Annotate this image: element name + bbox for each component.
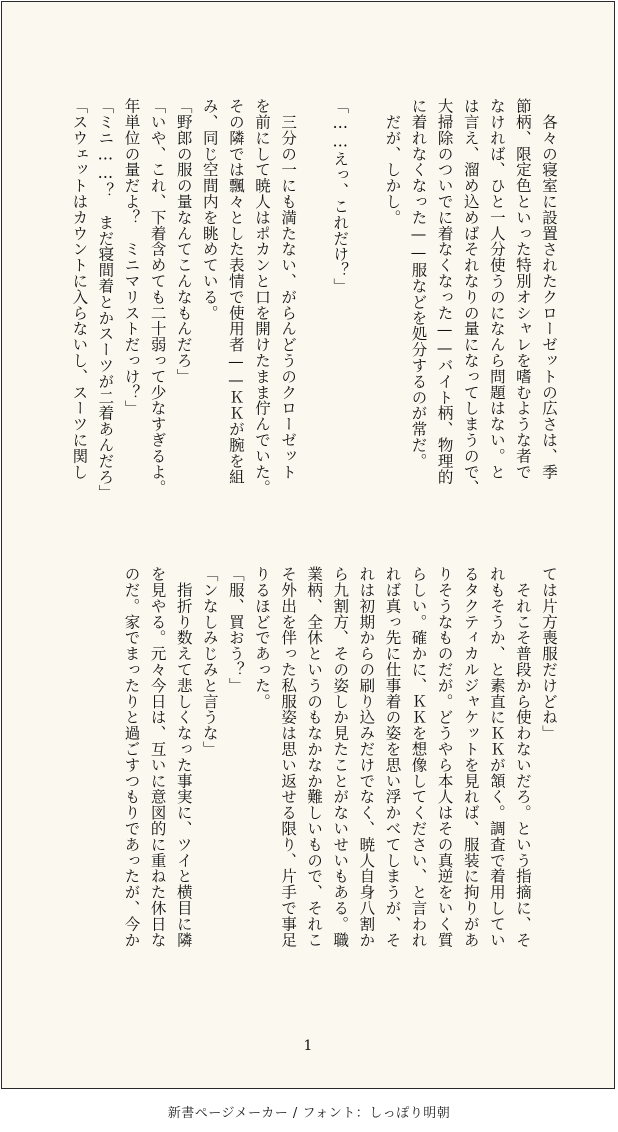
text-line: を見やる。元々今日は、互いに意図的に重ねた休日な (148, 566, 167, 948)
text-line: 業柄、全休というのもなかなか難しいもので、それこ (305, 566, 324, 948)
text-line: なければ、ひと一人分使うのになんら問題はない。と (487, 98, 506, 480)
text-line: 年単位の量だよ？ ミニマリストだっけ？」 (122, 98, 141, 416)
text-line: 「野郎の服の量なんてこんなもんだろ」 (174, 98, 193, 385)
text-column-bottom (52, 566, 562, 1004)
text-line: りるほどであった。 (252, 566, 271, 710)
text-line (353, 98, 379, 536)
text-column-top (52, 98, 562, 536)
text-line: 節柄、限定色といった特別オシャレを嗜むような者で (513, 98, 532, 480)
text-line: そ外出を伴った私服姿は思い返せる限り、片手で事足 (279, 566, 298, 948)
text-line: その隣では飄々とした表情で使用者——ＫＫが腕を組 (226, 98, 245, 485)
text-line: み、同じ空間内を眺めている。 (200, 98, 219, 321)
text-line: るタクティカルジャケットを見れば、服装に拘りがあ (461, 566, 480, 948)
text-line: 「……えっ、これだけ？」 (331, 98, 350, 294)
book-page (1, 1, 615, 1089)
text-line: ら九割方、その姿しか見たことがないせいもある。職 (331, 566, 350, 948)
page-number: 1 (303, 1038, 313, 1054)
text-line (301, 98, 327, 536)
text-line: 「ンなしみじみと言うな」 (200, 566, 219, 757)
text-line: だが、しかし。 (383, 98, 402, 226)
text-line: 指折り数えて悲しくなった事実に、ツイと横目に隣 (174, 566, 193, 948)
footer-credit: 新書ページメーカー / フォント：しっぽり明朝 (167, 1106, 451, 1121)
text-line: れもそうか、と素直にＫＫが頷く。調査で着用してい (487, 566, 506, 948)
text-line: ては片方喪服だけどね」 (540, 566, 558, 741)
text-line: に着れなくなった——服などを処分するのが常だ。 (409, 98, 428, 469)
text-line: 三分の一にも満たない、がらんどうのクローゼット (279, 98, 298, 480)
text-line: 各々の寝室に設置されたクローゼットの広さは、季 (540, 98, 558, 480)
text-line: を前にして暁人はポカンと口を開けたまま佇んでいた。 (252, 98, 271, 496)
text-line: りそうなものだが。どうやら本人はその真逆をいく質 (435, 566, 454, 948)
text-line: は言え、溜め込めばそれなりの量になってしまうので、 (461, 98, 480, 496)
text-line: らしい。確かに、ＫＫを想像してください、と言われ (409, 566, 428, 948)
text-line: 「いや、これ、下着含めても二十弱って少なすぎるよ。 (148, 98, 167, 496)
text-line: 「服、買おう？」 (226, 566, 245, 694)
text-line: 「ミニ……？ まだ寝間着とかスーツが二着あんだろ」 (96, 98, 115, 501)
text-line: れは初期からの刷り込みだけでなく、暁人自身八割か (357, 566, 376, 948)
text-line: 「スウェットはカウントに入らないし、スーツに関し (70, 98, 89, 480)
text-line: れば真っ先に仕事着の姿を思い浮かべてしまうが、そ (383, 566, 402, 948)
text-line: それこそ普段から使わないだろ。という指摘に、そ (513, 566, 532, 948)
text-line: 大掃除のついでに着なくなった——バイト柄、物理的 (435, 98, 454, 485)
text-line: のだ。家でまったりと過ごすつもりであったが、今か (122, 566, 141, 948)
